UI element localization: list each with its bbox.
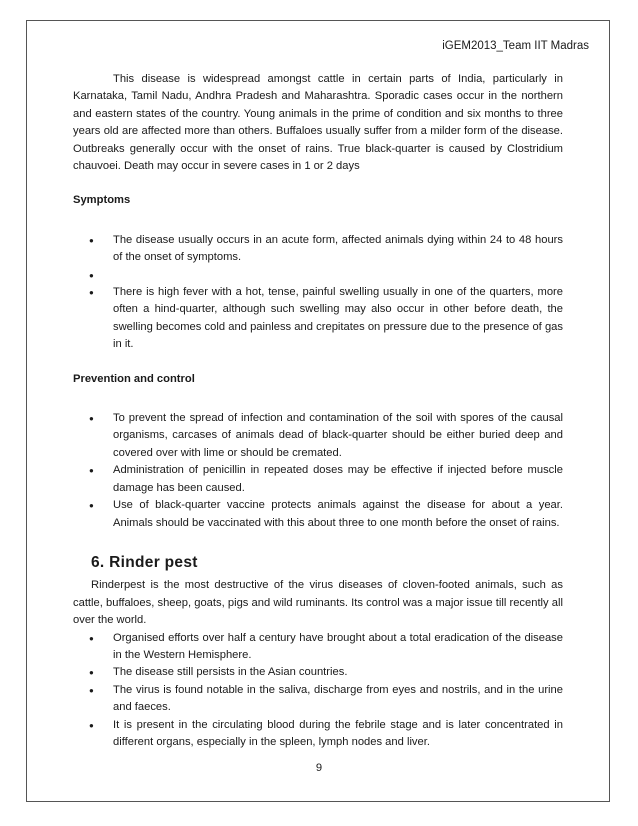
rinderpest-intro: Rinderpest is the most destructive of the virus diseases of cloven-footed animals, such as cattle, buffaloes, sheep, goats, pigs and wild ruminants. Its control was a major issue till recently all over the world.	[73, 579, 563, 627]
list-item: ● It is present in the circulating blood during the febrile stage and is later concentrated in different organs, especially in the spleen, lymph nodes and liver.	[113, 717, 563, 752]
page-header: iGEM2013_Team IIT Madras	[442, 40, 589, 52]
intro-paragraph: This disease is widespread amongst cattle in certain parts of India, particularly in Karnataka, Tamil Nadu, Andhra Pradesh and Maharashtra. Sporadic cases occur in the northern and eastern states of the country. Young animals in the prime of condition and six months to three years old are affected more than others. Buffaloes usually suffer from a milder form of the disease. Outbreaks generally occur with the onset of rains. True black-quarter is caused by Clostridium chauvoei. Death may occur in severe cases in 1 or 2 days	[73, 73, 563, 173]
list-item: ● The disease still persists in the Asian countries.	[113, 664, 563, 681]
list-item: ● Use of black-quarter vaccine protects animals against the disease for about a year. Animals should be vaccinated with this about three to one month before the onset of rains.	[113, 497, 563, 532]
rinderpest-list	[73, 630, 563, 752]
prevention-heading: Prevention and control	[73, 372, 195, 385]
list-item: ● The disease usually occurs in an acute form, affected animals dying within 24 to 48 hours of the onset of symptoms.	[113, 232, 563, 267]
prevention-list	[73, 410, 563, 532]
list-item: ● To prevent the spread of infection and contamination of the soil with spores of the causal organisms, carcases of animals dead of black-quarter should be either buried deep and covered over with lime or should be cremated.	[113, 410, 563, 462]
page-content	[73, 71, 563, 751]
list-item: ● The virus is found notable in the saliva, discharge from eyes and nostrils, and in the urine and faeces.	[113, 682, 563, 717]
section-title: 6. Rinder pest	[91, 553, 198, 571]
list-item: ● Organised efforts over half a century have brought about a total eradication of the disease in the Western Hemisphere.	[113, 630, 563, 665]
list-item: ● Administration of penicillin in repeated doses may be effective if injected before muscle damage has been caused.	[113, 462, 563, 497]
symptoms-heading: Symptoms	[73, 194, 131, 207]
page-number: 9	[315, 762, 323, 774]
list-item: ● There is high fever with a hot, tense, painful swelling usually in one of the quarters, more often a hind-quarter, although such swelling may also occur in other before death, the swelling becomes cold and painless and crepitates on pressure due to the presence of gas in it.	[113, 284, 563, 354]
symptoms-list	[73, 232, 563, 354]
list-item	[113, 267, 563, 284]
